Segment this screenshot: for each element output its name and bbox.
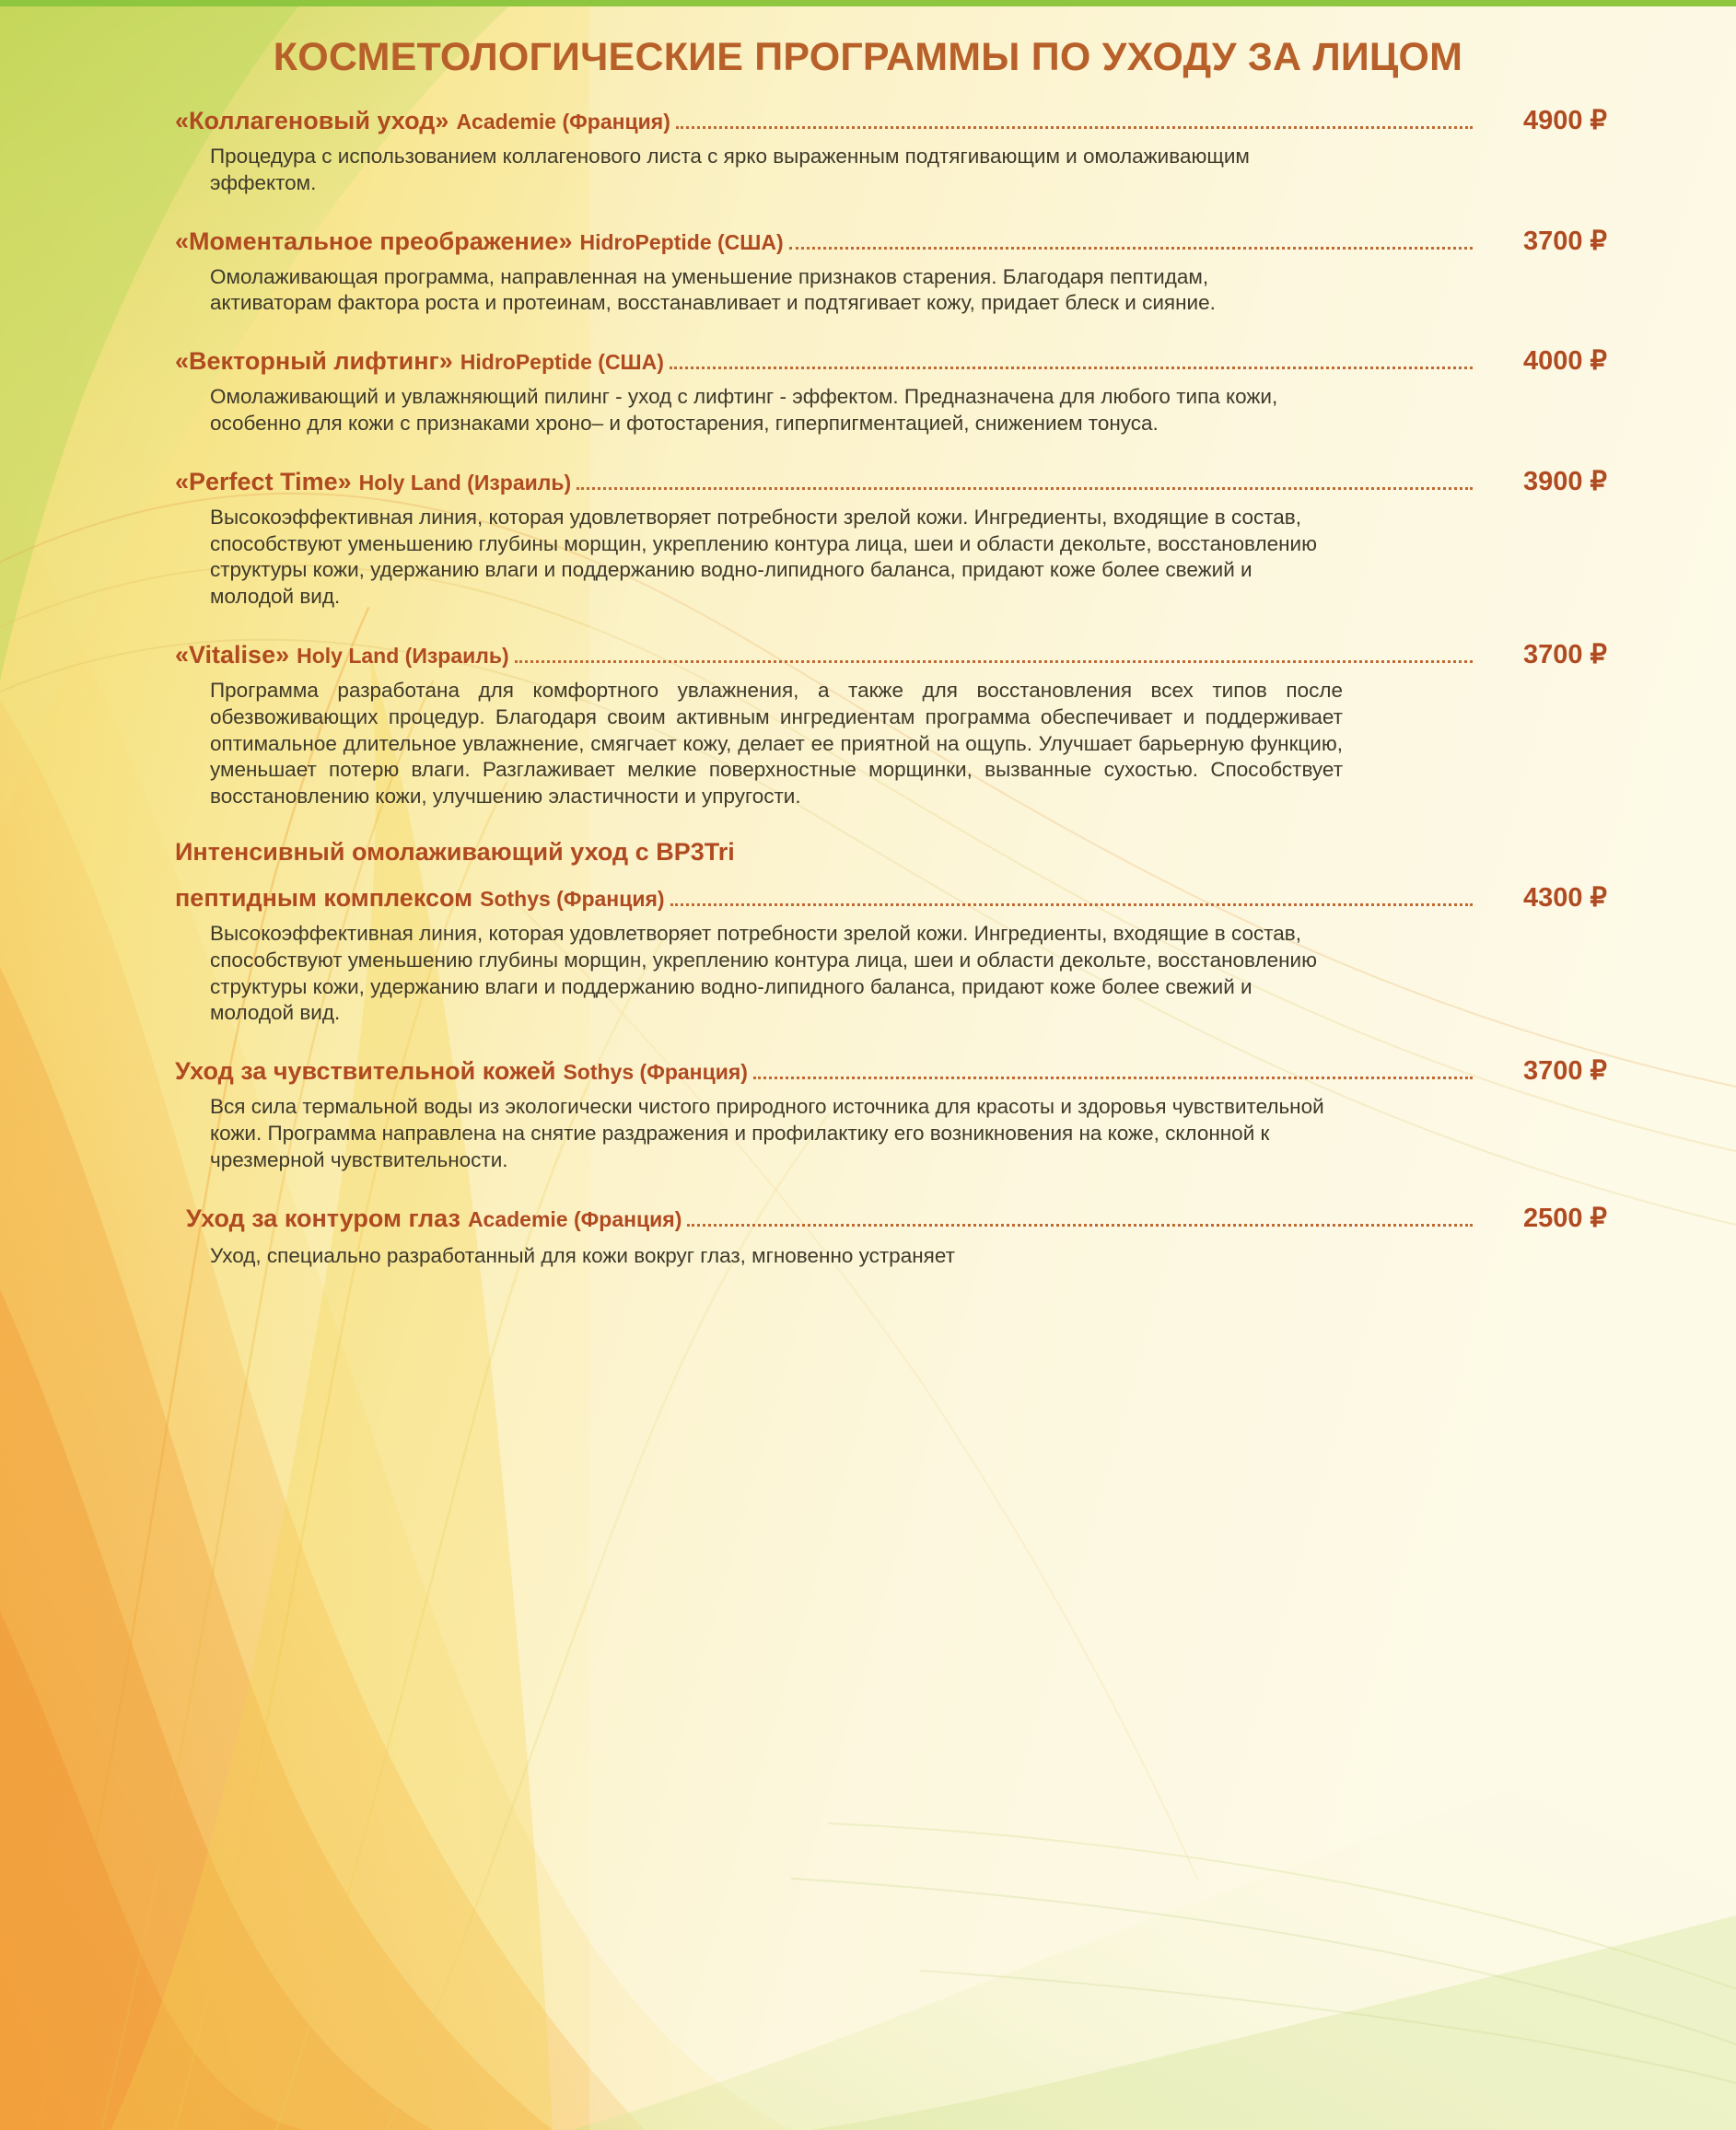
service-price: 3700 ₽	[1522, 1056, 1607, 1087]
service-description: Уход, специально разработанный для кожи вокруг глаз, мгновенно устраняет	[210, 1243, 955, 1267]
list-item	[175, 638, 1607, 810]
service-brand: Sothys (Франция)	[563, 1060, 748, 1085]
service-header	[175, 1054, 1607, 1087]
service-name: Уход за чувствительной кожей	[175, 1057, 556, 1086]
service-description: Программа разработана для комфортного увлажнения, а также для восстановления всех типов после обезвоживающих процедур. Благодаря своим активным ингредиентам программа обеспечивает и поддерживает оптимальное длительное увлажнение, смягчает кожу, делает ее приятной на ощупь. Улучшает барьерную функцию, уменьшает потерю влаги. Разглаживает мелкие поверхностные морщинки, вызванные сухостью. Способствует восстановлению кожи, улучшению эластичности и упругости.	[210, 678, 1343, 809]
service-name: Уход за контуром глаз	[186, 1204, 460, 1232]
leader-dots	[515, 660, 1473, 663]
leader-dots	[753, 1077, 1473, 1079]
service-price: 4000 ₽	[1522, 346, 1607, 377]
service-name-line1: Интенсивный омолаживающий уход с BP3Tri	[175, 837, 735, 866]
service-brand: Holy Land (Израиль)	[358, 470, 572, 495]
service-header	[175, 225, 1607, 257]
leader-dots	[670, 903, 1473, 906]
service-brand: Sothys (Франция)	[480, 886, 665, 911]
list-item	[175, 225, 1607, 318]
service-price: 3700 ₽	[1522, 639, 1607, 669]
list-item	[175, 838, 1607, 1027]
service-name: пептидным комплексом	[175, 883, 473, 912]
top-accent-rule	[0, 0, 1736, 6]
service-header	[175, 1202, 1607, 1234]
service-name: «Векторный лифтинг»	[175, 347, 453, 376]
service-description: Высокоэффективная линия, которая удовлетворяет потребности зрелой кожи. Ингредиенты, входящие в состав, способствуют уменьшению глубины морщин, укреплению контура лица, шеи и области декольте, восстановлению структуры кожи, удержанию влаги и поддержанию водно-липидного баланса, придают коже более свежий и молодой вид.	[210, 505, 1317, 609]
service-name: «Коллагеновый уход»	[175, 107, 449, 134]
service-brand: HidroPeptide (США)	[579, 229, 784, 254]
service-header	[175, 465, 1607, 497]
service-name: «Vitalise»	[175, 640, 290, 669]
leader-dots	[687, 1224, 1473, 1227]
list-item	[175, 104, 1607, 197]
list-item	[175, 1202, 1607, 1270]
leader-dots	[789, 247, 1473, 250]
service-brand: Academie (Франция)	[456, 110, 670, 134]
service-description: Процедура с использованием коллагенового листа с ярко выраженным подтягивающим и омолаживающим эффектом.	[210, 145, 1250, 194]
service-header	[175, 104, 1607, 136]
service-price: 3900 ₽	[1522, 466, 1607, 496]
service-price: 4900 ₽	[1522, 106, 1607, 135]
service-header	[175, 344, 1607, 377]
list-item	[175, 1054, 1607, 1173]
service-description: Высокоэффективная линия, которая удовлетворяет потребности зрелой кожи. Ингредиенты, входящие в состав, способствуют уменьшению глубины морщин, укреплению контура лица, шеи и области декольте, восстановлению структуры кожи, удержанию влаги и поддержанию водно-липидного баланса, придают коже более свежий и молодой вид.	[210, 921, 1317, 1025]
page-title: КОСМЕТОЛОГИЧЕСКИЕ ПРОГРАММЫ ПО УХОДУ ЗА ЛИЦОМ	[273, 35, 1463, 79]
leader-dots	[577, 487, 1473, 490]
service-name: «Perfect Time»	[175, 467, 352, 495]
service-description: Вся сила термальной воды из экологически чистого природного источника для красоты и здоровья чувствительной кожи. Программа направлена на снятие раздражения и профилактику его возникновения на коже, склонной к чрезмерной чувствительности.	[210, 1095, 1324, 1171]
service-header	[175, 838, 1607, 914]
service-brand: Holy Land (Израиль)	[297, 643, 509, 668]
service-list	[55, 104, 1681, 1269]
service-header	[175, 638, 1607, 670]
leader-dots	[670, 367, 1473, 369]
list-item	[175, 344, 1607, 437]
service-description: Омолаживающий и увлажняющий пилинг - уход с лифтинг - эффектом. Предназначена для любого типа кожи, особенно для кожи с признаками хроно– и фотостарения, гиперпигментацией, снижением тонуса.	[210, 385, 1278, 435]
service-name: «Моментальное преображение»	[175, 227, 573, 255]
service-description: Омолаживающая программа, направленная на уменьшение признаков старения. Благодаря пептидам, активаторам фактора роста и протеинам, восстанавливает и подтягивает кожу, придает блеск и сияние.	[210, 264, 1216, 315]
list-item	[175, 465, 1607, 611]
service-brand: Academie (Франция)	[467, 1206, 682, 1231]
service-price: 2500 ₽	[1522, 1203, 1607, 1233]
service-price: 4300 ₽	[1522, 882, 1607, 913]
service-price: 3700 ₽	[1522, 226, 1607, 256]
service-brand: HidroPeptide (США)	[460, 350, 664, 375]
leader-dots	[676, 126, 1473, 129]
